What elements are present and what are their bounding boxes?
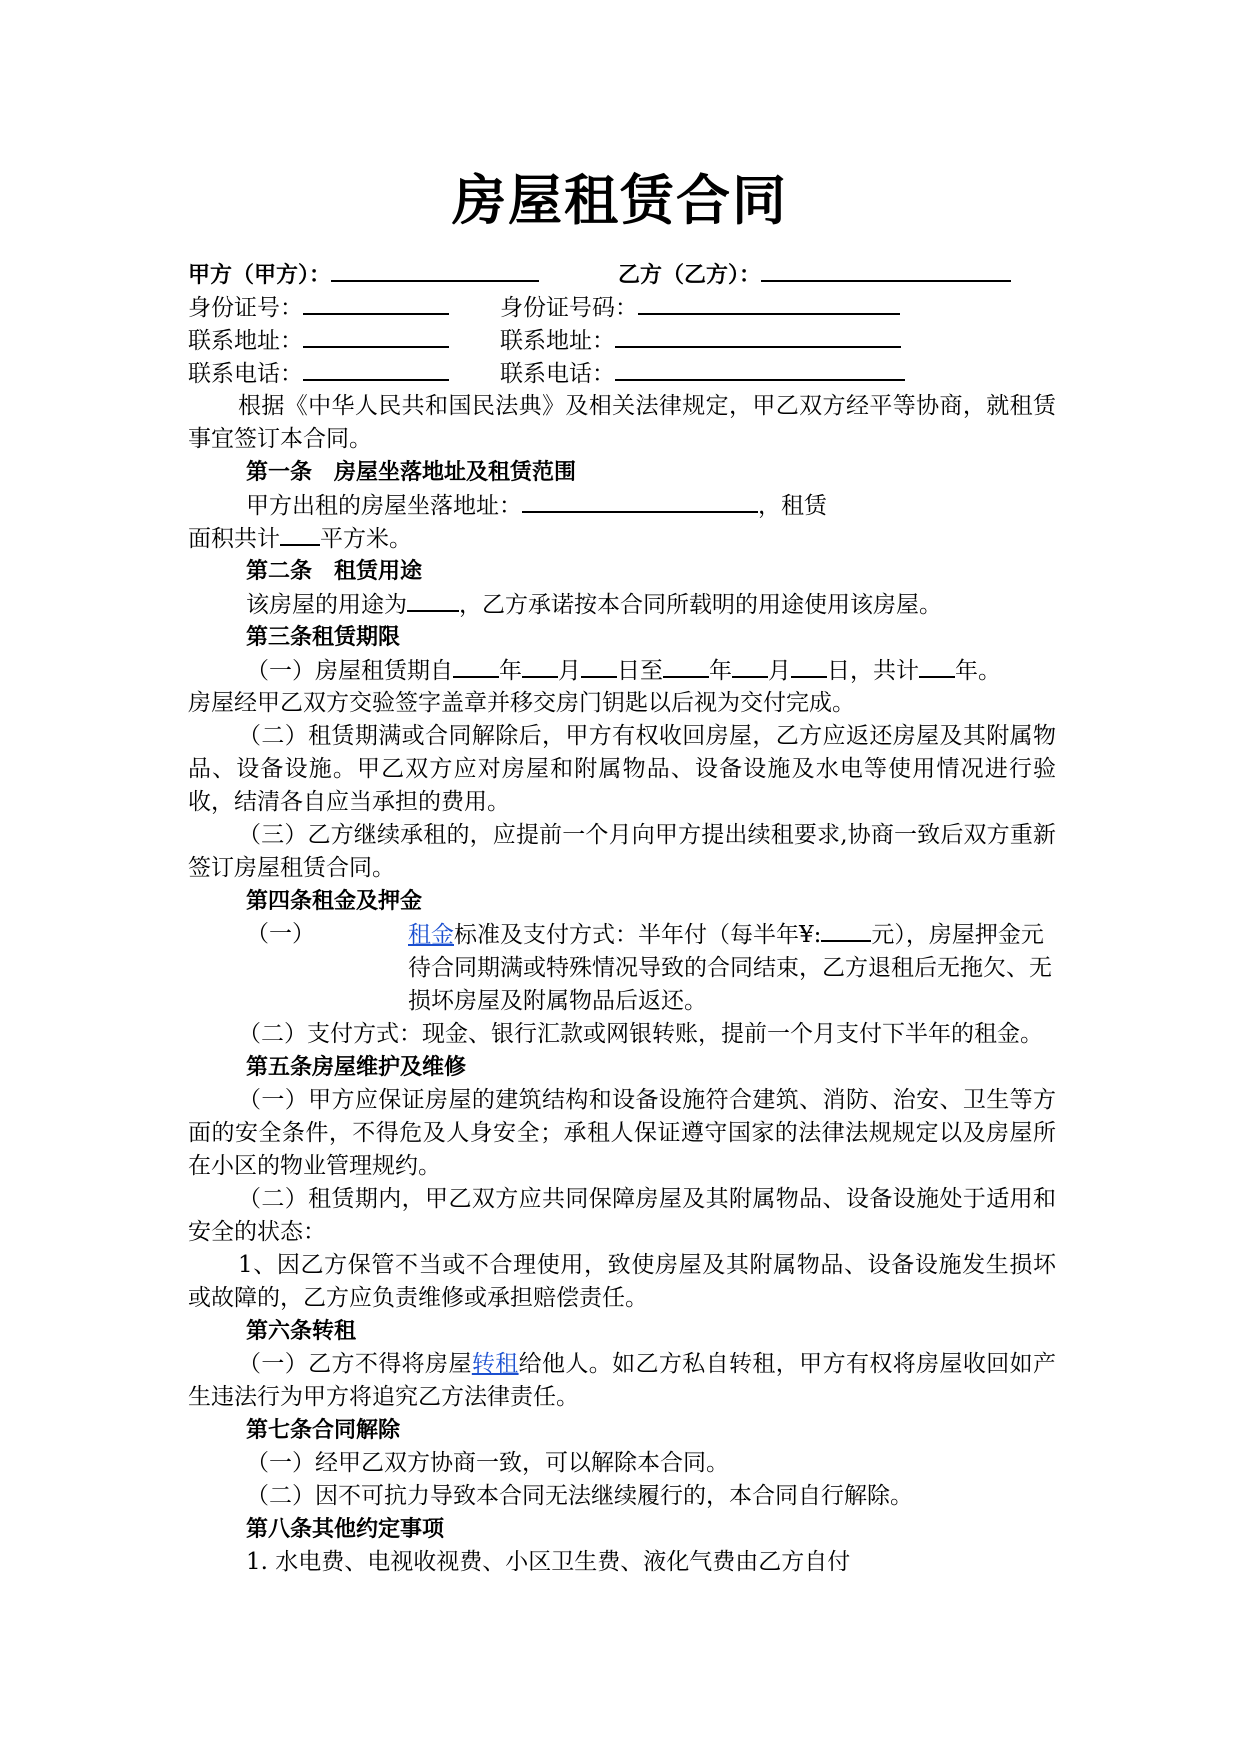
rent-amount-blank[interactable] <box>821 918 871 942</box>
lease-term-label: （一）房屋租赁期自 <box>246 658 453 684</box>
usage-blank[interactable] <box>407 588 459 612</box>
article-6-heading: 第六条转租 <box>246 1319 357 1344</box>
id-b-blank[interactable] <box>638 291 900 315</box>
id-b-label: 身份证号码： <box>500 295 638 321</box>
phone-b-wrap <box>500 357 905 391</box>
day-total-label: 日，共计 <box>827 658 919 684</box>
id-a-label: 身份证号： <box>188 295 303 321</box>
article-7-p1: （一）经甲乙双方协商一致，可以解除本合同。 <box>246 1450 729 1476</box>
article-4-p1-text <box>408 918 1056 1018</box>
article-4-heading: 第四条租金及押金 <box>246 889 423 914</box>
rent-standard-text: 标准及支付方式：半年付（每半年¥: <box>454 922 822 948</box>
day-to-label: 日至 <box>617 658 663 684</box>
article-3-p3: （三）乙方继续承租的，应提前一个月向甲方提出续租要求,协商一致后双方重新签订房屋租赁合同。 <box>188 822 1056 881</box>
rent-link[interactable]: 租金 <box>408 922 454 948</box>
article-3-p2: （二）租赁期满或合同解除后，甲方有权收回房屋，乙方应返还房屋及其附属物品、设备设施。甲乙双方应对房屋和附属物品、设备设施及水电等使用情况进行验收，结清各自应当承担的费用。 <box>188 723 1056 815</box>
deposit-text: 元），房屋押金元待合同期满或特殊情况导致的合同结束，乙方退租后无拖欠、无损坏房屋及附属物品后返还。 <box>408 922 1052 1014</box>
addr-b-label: 联系地址： <box>500 328 615 354</box>
article-1-area-label: 面积共计 <box>188 526 280 552</box>
address-row <box>188 324 1056 357</box>
article-1-heading: 第一条 房屋坐落地址及租赁范围 <box>246 460 577 485</box>
start-month-blank[interactable] <box>522 654 558 678</box>
party-b-label: 乙方（乙方）： <box>618 263 762 288</box>
party-row <box>188 258 1056 291</box>
article-5-p3: 1、因乙方保管不当或不合理使用，致使房屋及其附属物品、设备设施发生损坏或故障的，乙方应负责维修或承担赔偿责任。 <box>188 1252 1056 1311</box>
article-8-heading: 第八条其他约定事项 <box>246 1517 445 1542</box>
article-5-p1: （一）甲方应保证房屋的建筑结构和设备设施符合建筑、消防、治安、卫生等方面的安全条件，不得危及人身安全；承租人保证遵守国家的法律法规规定以及房屋所在小区的物业管理规约。 <box>188 1087 1056 1179</box>
month-label: 月 <box>558 658 581 684</box>
end-month-blank[interactable] <box>732 654 768 678</box>
article-4-p1 <box>188 918 1056 1018</box>
start-year-blank[interactable] <box>453 654 499 678</box>
article-1-line-1 <box>188 489 1056 522</box>
article-2-text-a: 该房屋的用途为 <box>246 592 407 618</box>
id-a-blank[interactable] <box>303 291 449 315</box>
article-8-p1: 1. 水电费、电视收视费、小区卫生费、液化气费由乙方自付 <box>246 1549 851 1575</box>
article-7-p2: （二）因不可抗力导致本合同无法继续履行的，本合同自行解除。 <box>246 1483 913 1509</box>
article-1-line-2 <box>188 522 1056 555</box>
party-b-label-wrap <box>618 258 1011 292</box>
article-1-address-label: 甲方出租的房屋坐落地址： <box>246 493 522 519</box>
addr-a-label: 联系地址： <box>188 328 303 354</box>
article-1-lease-text: ，租赁 <box>758 493 827 519</box>
phone-b-blank[interactable] <box>615 357 905 381</box>
year-label: 年 <box>499 658 522 684</box>
article-1-area-unit: 平方米。 <box>320 526 412 552</box>
sublet-link[interactable]: 转租 <box>471 1351 519 1377</box>
party-a-blank[interactable] <box>331 258 539 282</box>
year-label-2: 年 <box>709 658 732 684</box>
article-4-p1-number: （一） <box>246 921 315 947</box>
phone-row <box>188 357 1056 390</box>
years-end-label: 年。 <box>955 658 1001 684</box>
id-b-wrap <box>500 291 900 325</box>
article-4-p2: （二）支付方式：现金、银行汇款或网银转账，提前一个月支付下半年的租金。 <box>238 1021 1043 1047</box>
party-a-label: 甲方（甲方）： <box>188 263 332 288</box>
end-year-blank[interactable] <box>663 654 709 678</box>
contract-body <box>188 258 1056 1579</box>
area-blank[interactable] <box>280 522 320 546</box>
month-label-2: 月 <box>768 658 791 684</box>
party-b-blank[interactable] <box>761 258 1011 282</box>
house-address-blank[interactable] <box>522 489 758 513</box>
article-2-text-b: ，乙方承诺按本合同所载明的用途使用该房屋。 <box>459 592 942 618</box>
addr-b-wrap <box>500 324 901 358</box>
document-title: 房屋租赁合同 <box>452 169 788 232</box>
article-5-heading: 第五条房屋维护及维修 <box>246 1055 467 1080</box>
addr-b-blank[interactable] <box>615 324 901 348</box>
preamble: 根据《中华人民共和国民法典》及相关法律规定，甲乙双方经平等协商，就租赁事宜签订本合同。 <box>188 393 1056 452</box>
start-day-blank[interactable] <box>581 654 617 678</box>
id-row <box>188 291 1056 324</box>
article-2-heading: 第二条 租赁用途 <box>246 559 423 584</box>
article-6-p1 <box>188 1348 1056 1414</box>
article-6-p1-b: 给他人。如乙方私自转租，甲方有权将房屋收回如产生违法行为甲方将追究乙方法律责任。 <box>188 1351 1057 1410</box>
total-years-blank[interactable] <box>919 654 955 678</box>
phone-a-label: 联系电话： <box>188 361 303 387</box>
article-3-p1-line1 <box>188 654 1056 687</box>
article-3-heading: 第三条租赁期限 <box>246 625 401 650</box>
article-7-heading: 第七条合同解除 <box>246 1418 401 1443</box>
end-day-blank[interactable] <box>791 654 827 678</box>
article-2-text <box>188 588 1056 621</box>
article-5-p2: （二）租赁期内，甲乙双方应共同保障房屋及其附属物品、设备设施处于适用和安全的状态： <box>188 1186 1056 1245</box>
article-6-p1-a: （一）乙方不得将房屋 <box>238 1351 472 1377</box>
phone-a-blank[interactable] <box>303 357 449 381</box>
addr-a-blank[interactable] <box>303 324 449 348</box>
article-3-p1-line2: 房屋经甲乙双方交验签字盖章并移交房门钥匙以后视为交付完成。 <box>188 690 855 716</box>
phone-b-label: 联系电话： <box>500 361 615 387</box>
